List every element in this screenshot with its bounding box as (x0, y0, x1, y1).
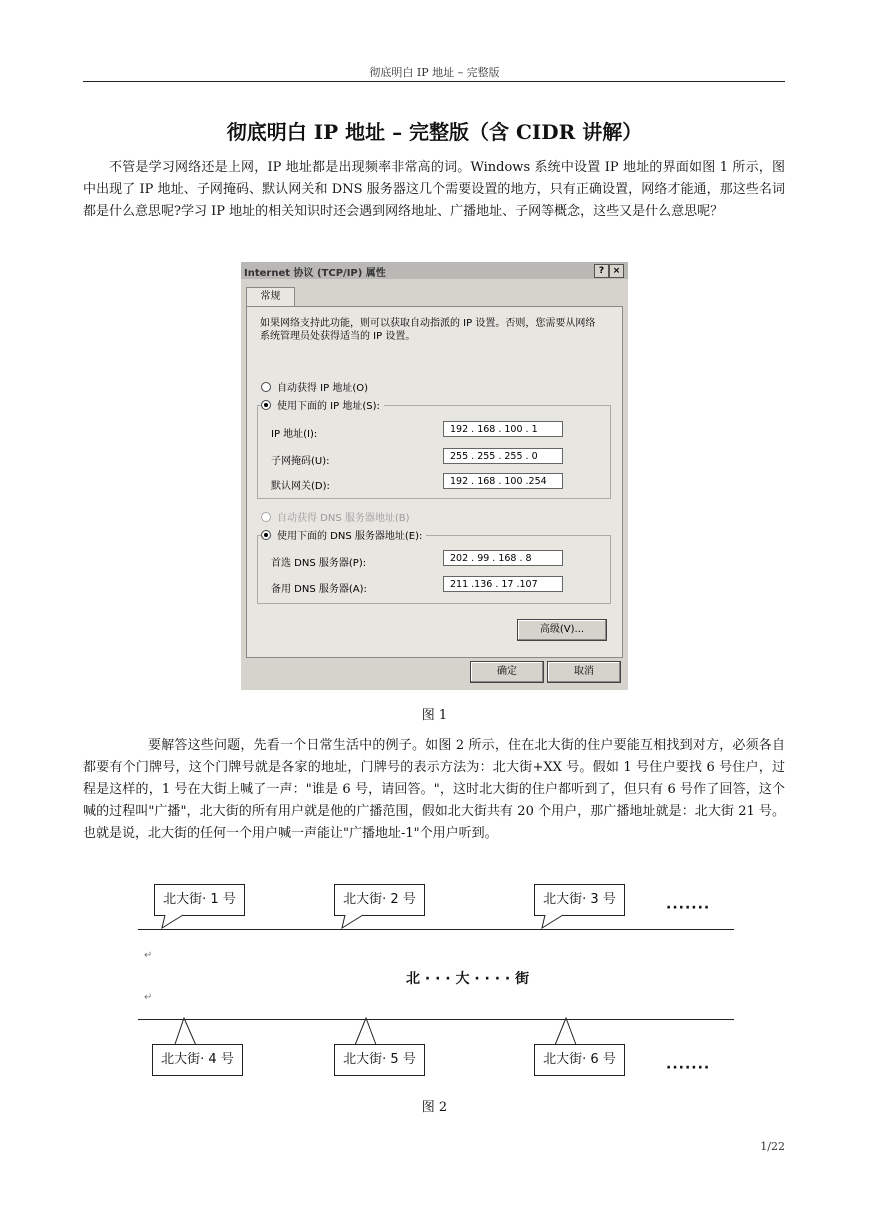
close-button[interactable]: × (609, 264, 624, 278)
figure-2-caption: 图 2 (421, 1100, 448, 1115)
ellipsis-top: ······· (666, 900, 711, 916)
preferred-dns-field[interactable]: 202 . 99 . 168 . 8 (443, 550, 563, 566)
gateway-label: 默认网关(D): (271, 481, 330, 492)
running-header: 彻底明白 IP 地址 – 完整版 (369, 66, 500, 79)
house-callout-2: 北大街· 2 号 (334, 884, 425, 916)
radio-disabled-icon (261, 512, 271, 522)
radio-manual-ip-label: 使用下面的 IP 地址(S): (277, 401, 380, 412)
dialog-description: 如果网络支持此功能，则可以获取自动指派的 IP 设置。否则，您需要从网络系统管理员处获得适当的 IP 设置。 (260, 318, 596, 342)
house-callout-1: 北大街· 1 号 (154, 884, 245, 916)
help-button[interactable]: ? (594, 264, 609, 278)
radio-manual-dns[interactable] (261, 527, 426, 542)
general-panel (246, 306, 623, 658)
ok-button[interactable]: 确定 (470, 661, 544, 683)
house-callout-3: 北大街· 3 号 (534, 884, 625, 916)
street-diagram (138, 878, 738, 1083)
tcpip-properties-dialog (241, 262, 628, 690)
intro-paragraph: 不管是学习网络还是上网，IP 地址都是出现频率非常高的词。Windows 系统中设置 IP 地址的界面如图 1 所示，图中出现了 IP 地址、子网掩码、默认网关和 DNS 服务器这几个需要设置的地方，只有正确设置，网络才能通，那这些名词都是什么意思呢?学习 IP 地址的相关知识时还会遇到网络地址、广播地址、子网等概念，这些又是什么意思呢？ (83, 160, 785, 219)
gateway-field[interactable]: 192 . 168 . 100 .254 (443, 473, 563, 489)
radio-auto-ip-label: 自动获得 IP 地址(O) (277, 383, 369, 394)
cancel-button[interactable]: 取消 (547, 661, 621, 683)
radio-on-icon (261, 530, 271, 540)
street-bottom-line (138, 1019, 734, 1020)
pointer-1 (162, 915, 183, 928)
dialog-titlebar (241, 262, 628, 279)
preferred-dns-label: 首选 DNS 服务器(P): (271, 558, 367, 569)
radio-on-icon (261, 400, 271, 410)
radio-auto-dns-label: 自动获得 DNS 服务器地址(B) (277, 513, 410, 524)
radio-off-icon (261, 382, 271, 392)
house-callout-4: 北大街· 4 号 (152, 1044, 243, 1076)
radio-auto-ip[interactable] (261, 379, 368, 394)
subnet-mask-field[interactable]: 255 . 255 . 255 . 0 (443, 448, 563, 464)
radio-manual-dns-label: 使用下面的 DNS 服务器地址(E): (277, 531, 423, 542)
figure-1-caption: 图 1 (421, 708, 448, 723)
pointer-2 (342, 915, 363, 928)
ellipsis-bottom: ······· (666, 1060, 711, 1076)
advanced-button[interactable]: 高级(V)... (517, 619, 607, 641)
street-label: 北 · · · 大 · · · · 街 (406, 971, 530, 987)
ip-address-field[interactable]: 192 . 168 . 100 . 1 (443, 421, 563, 437)
dialog-title: Internet 协议 (TCP/IP) 属性 (244, 268, 386, 279)
header-rule (83, 81, 785, 82)
house-callout-5: 北大街· 5 号 (334, 1044, 425, 1076)
alternate-dns-label: 备用 DNS 服务器(A): (271, 584, 367, 595)
street-top-line (138, 929, 734, 930)
paragraph-mark: ↵ (144, 950, 153, 961)
radio-manual-ip[interactable] (261, 397, 384, 412)
radio-auto-dns[interactable] (261, 509, 410, 524)
tab-general[interactable]: 常规 (246, 287, 295, 307)
alternate-dns-field[interactable]: 211 .136 . 17 .107 (443, 576, 563, 592)
page-number: 1/22 (760, 1140, 785, 1153)
pointer-3 (542, 915, 563, 928)
explanation-paragraph: 要解答这些问题，先看一个日常生活中的例子。如图 2 所示，住在北大街的住户要能互相找到对方，必须各自都要有个门牌号，这个门牌号就是各家的地址，门牌号的表示方法为：北大街+XX 号。假如 1 号住户要找 6 号住户，过程是这样的，1 号在大街上喊了一声："谁是 6 号，请回答。"，这时北大街的住户都听到了，但只有 6 号作了回答，这个喊的过程叫"广播"，北大街的所有用户就是他的广播范围，假如北大街共有 20 个用户，那广播地址就是：北大街 21 号。也就是说，北大街的任何一个用户喊一声能让"广播地址-1"个用户听到。 (83, 738, 785, 841)
document-title: 彻底明白 IP 地址 – 完整版（含 CIDR 讲解） (226, 120, 643, 144)
subnet-mask-label: 子网掩码(U): (271, 456, 330, 467)
ip-address-label: IP 地址(I): (271, 429, 318, 440)
paragraph-mark: ↵ (144, 992, 153, 1003)
house-callout-6: 北大街· 6 号 (534, 1044, 625, 1076)
